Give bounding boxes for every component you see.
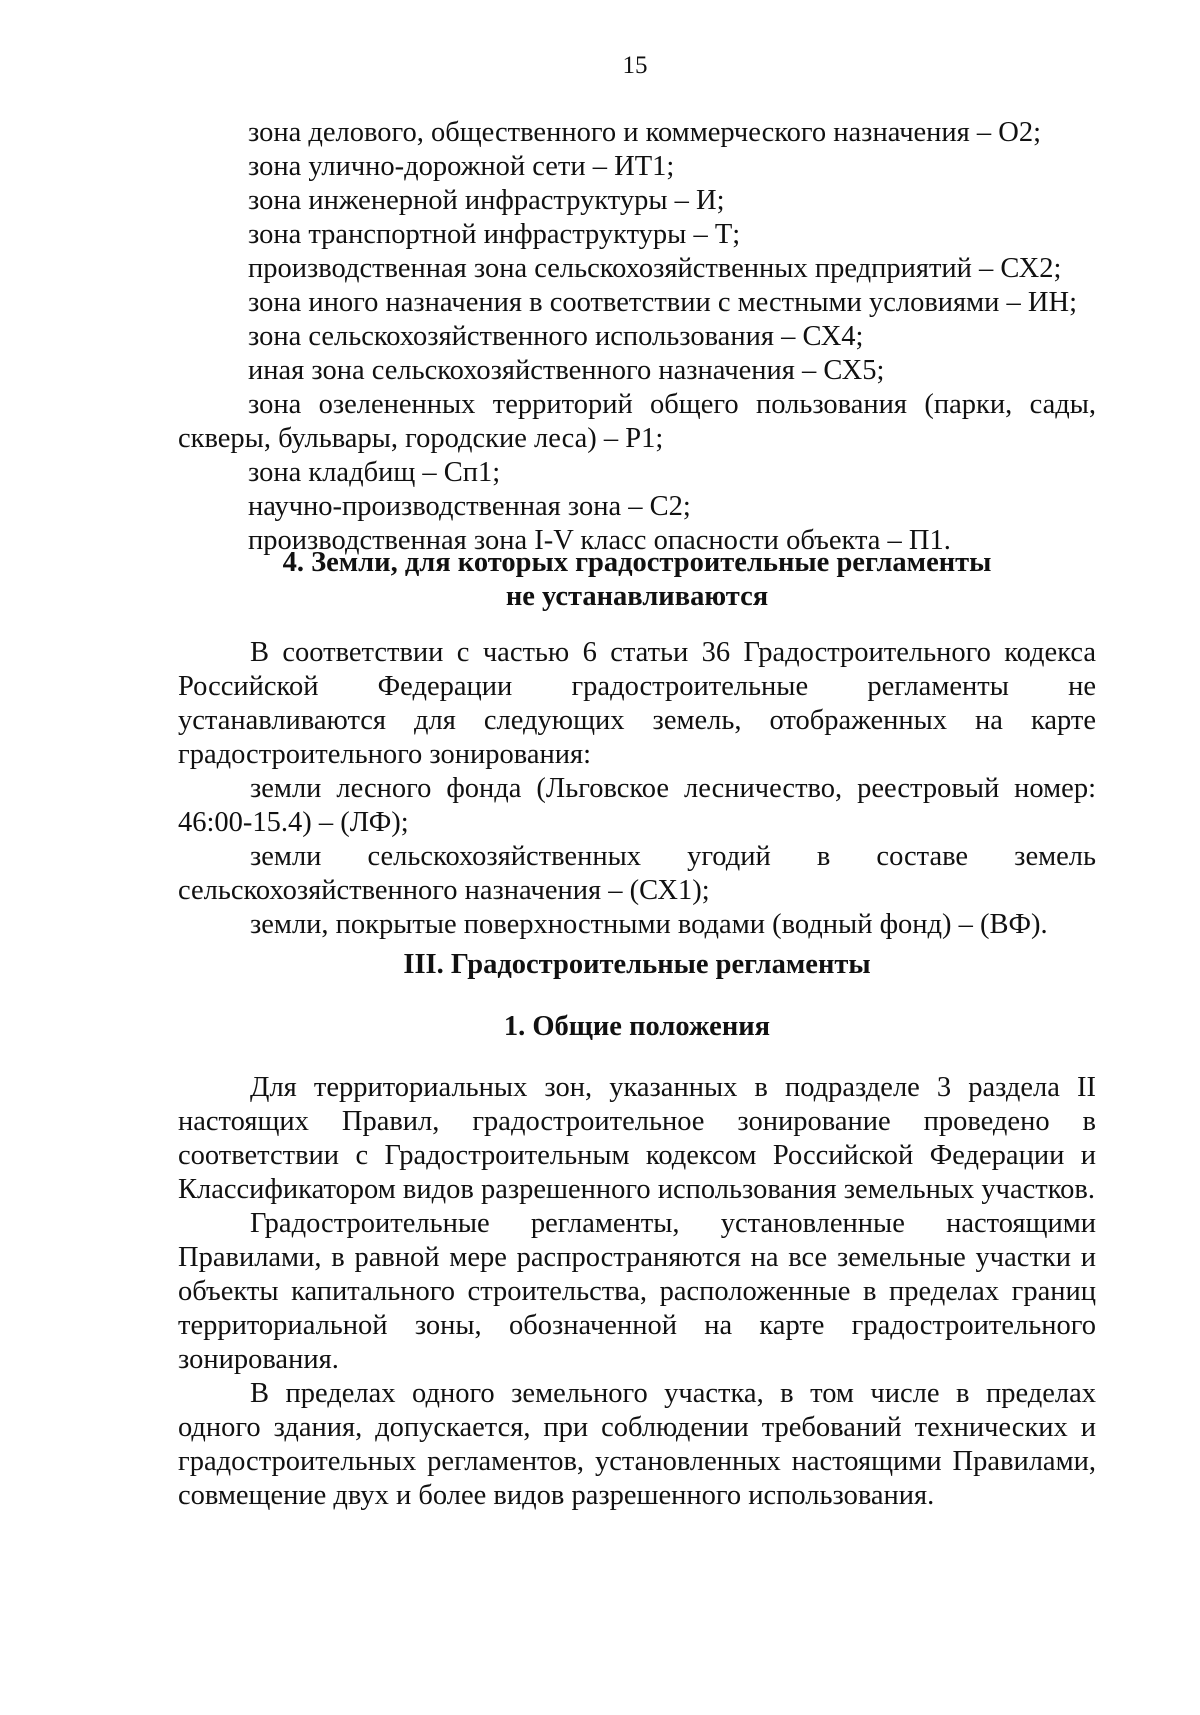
list-item: зона улично-дорожной сети – ИТ1; [248,151,675,182]
section4-heading-line2: не устанавливаются [505,581,769,612]
zones-list [178,116,1096,558]
section3-heading: III. Градостроительные регламенты [403,949,871,980]
paragraph: В пределах одного земельного участка, в том числе в пределах одного здания, допускается, при соблюдении требований технических и градостроительных регламентов, установленных настоящими Правилами, совмещение двух и более видов разрешенного использования. [178,1378,1096,1511]
general-provisions-heading: 1. Общие положения [503,1011,771,1042]
page-number: 15 [622,52,648,79]
list-item: зона озелененных территорий общего пользования (парки, сады, скверы, бульвары, городские леса) – Р1; [178,389,1096,454]
list-item: производственная зона I-V класс опасности объекта – П1. [248,525,951,556]
paragraph: Для территориальных зон, указанных в подразделе 3 раздела II настоящих Правил, градостроительное зонирование проведено в соответствии с Градостроительным кодексом Российской Федерации и Классификатором видов разрешенного использования земельных участков. [178,1072,1096,1205]
list-item: производственная зона сельскохозяйственных предприятий – СХ2; [248,253,1062,284]
list-item: научно-производственная зона – С2; [248,491,691,522]
section3-body [178,1071,1096,1513]
section4-item: земли лесного фонда (Льговское лесничество, реестровый номер: 46:00-15.4) – (ЛФ); [178,773,1096,838]
section4-item: земли, покрытые поверхностными водами (водный фонд) – (ВФ). [250,909,1048,940]
list-item: зона иного назначения в соответствии с местными условиями – ИН; [248,287,1078,318]
list-item: зона делового, общественного и коммерческого назначения – О2; [248,117,1042,148]
list-item: зона транспортной инфраструктуры – Т; [248,219,741,250]
section4-heading-line1: 4. Земли, для которых градостроительные регламенты [282,547,992,578]
list-item: зона кладбищ – Сп1; [248,457,501,488]
section4-body [178,636,1096,942]
list-item: зона инженерной инфраструктуры – И; [248,185,725,216]
section4-heading [178,546,1096,614]
list-item: зона сельскохозяйственного использования – СХ4; [248,321,864,352]
list-item: иная зона сельскохозяйственного назначения – СХ5; [248,355,885,386]
paragraph: Градостроительные регламенты, установленные настоящими Правилами, в равной мере распространяются на все земельные участки и объекты капитального строительства, расположенные в пределах границ территориальной зоны, обозначенной на карте градостроительного зонирования. [178,1208,1096,1375]
section4-item: земли сельскохозяйственных угодий в составе земель сельскохозяйственного назначения – (СХ1); [178,841,1096,906]
section4-intro: В соответствии с частью 6 статьи 36 Градостроительного кодекса Российской Федерации градостроительные регламенты не устанавливаются для следующих земель, отображенных на карте градостроительного зонирования: [178,637,1096,770]
